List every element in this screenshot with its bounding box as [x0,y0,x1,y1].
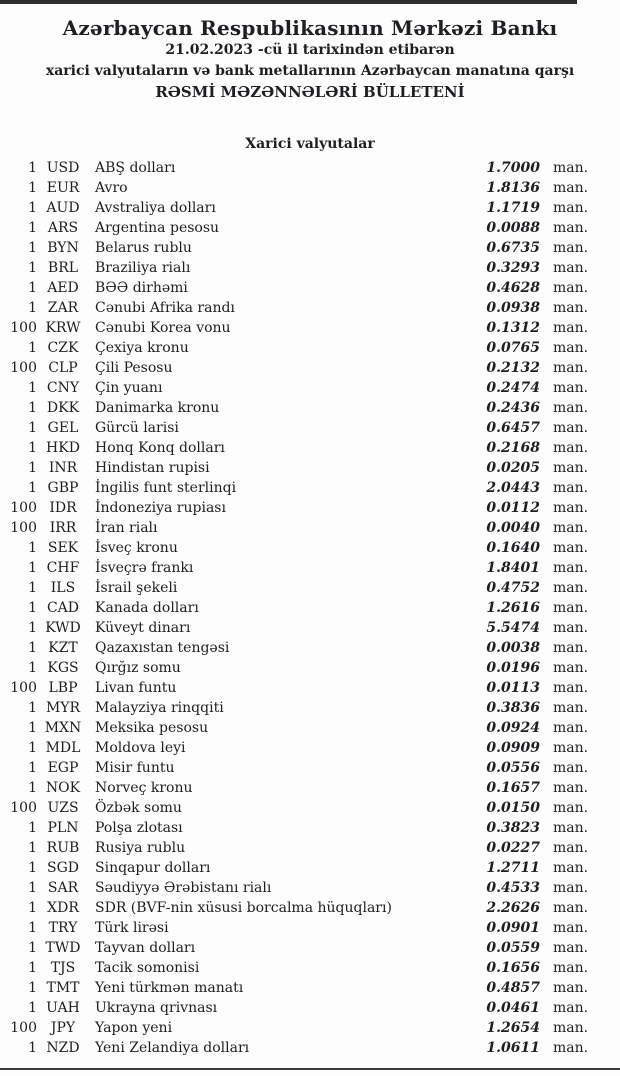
rate-row [0,758,620,778]
unit-label: man. [553,320,589,336]
currency-code: KGS [47,660,79,676]
rate-row [0,578,620,598]
currency-code: PLN [47,820,79,836]
quantity: 100 [10,520,37,536]
quantity: 100 [10,1020,37,1036]
rate-value: 0.4857 [486,980,540,996]
rate-row [0,178,620,198]
rate-value: 0.0765 [486,340,540,356]
currency-code: KZT [48,640,78,656]
currency-name: Hindistan rupisi [95,460,210,476]
unit-label: man. [553,260,589,276]
rate-row [0,1018,620,1038]
rate-row [0,818,620,838]
rate-value: 0.1640 [486,540,540,556]
unit-label: man. [553,700,589,716]
currency-code: RUB [46,840,80,856]
rate-value: 0.3836 [486,700,540,716]
rate-row [0,158,620,178]
unit-label: man. [553,300,589,316]
rate-row [0,418,620,438]
rate-value: 1.7000 [486,160,540,176]
unit-label: man. [553,440,589,456]
currency-code: CHF [46,560,80,576]
unit-label: man. [553,480,589,496]
quantity: 100 [10,360,37,376]
currency-name: Moldova leyi [95,740,186,756]
quantity: 1 [28,1040,37,1056]
currency-code: AED [47,280,79,296]
rate-value: 1.8136 [486,180,540,196]
quantity: 1 [28,720,37,736]
currency-name: Çexiya kronu [95,340,189,356]
quantity: 1 [28,900,37,916]
rate-row [0,438,620,458]
quantity: 1 [28,480,37,496]
currency-code: BYN [47,240,79,256]
currency-code: SEK [47,540,79,556]
unit-label: man. [553,900,589,916]
rate-value: 1.2711 [486,860,540,876]
quantity: 100 [10,680,37,696]
unit-label: man. [553,940,589,956]
rate-value: 0.1656 [486,960,540,976]
rate-row [0,978,620,998]
rate-row [0,858,620,878]
currency-name: Avro [95,180,128,196]
rate-row [0,538,620,558]
rate-row [0,838,620,858]
rate-value: 0.4752 [486,580,540,596]
currency-code: BRL [47,260,79,276]
currency-name: Cənubi Afrika randı [95,300,235,316]
section-title: Xarici valyutalar [245,136,375,152]
rate-row [0,378,620,398]
currency-name: Livan funtu [95,680,177,696]
currency-name: İsveç kronu [95,540,178,556]
unit-label: man. [553,520,589,536]
rate-row [0,258,620,278]
currency-code: CZK [47,340,79,356]
rate-row [0,558,620,578]
currency-code: AUD [46,200,80,216]
rate-value: 0.0909 [486,740,540,756]
page-top-edge [0,0,577,4]
currency-name: Avstraliya dolları [95,200,216,216]
subject-line: xarici valyutaların və bank metallarının Azərbaycan manatına qarşı [45,63,575,79]
currency-code: USD [46,160,80,176]
currency-code: IDR [49,500,77,516]
rate-value: 0.1657 [486,780,540,796]
quantity: 1 [28,420,37,436]
rate-value: 0.3823 [486,820,540,836]
quantity: 1 [28,160,37,176]
rate-value: 0.3293 [486,260,540,276]
currency-name: Argentina pesosu [95,220,220,236]
bulletin-header [0,0,620,103]
quantity: 1 [28,300,37,316]
unit-label: man. [553,340,589,356]
currency-code: ZAR [47,300,79,316]
unit-label: man. [553,220,589,236]
quantity: 1 [28,780,37,796]
rate-value: 0.0040 [486,520,540,536]
rate-row [0,738,620,758]
rate-row [0,778,620,798]
rate-value: 0.0088 [486,220,540,236]
quantity: 1 [28,600,37,616]
currency-name: Qazaxıstan tengəsi [95,640,230,656]
currency-name: İsrail şekeli [95,580,178,596]
quantity: 1 [28,760,37,776]
quantity: 1 [28,400,37,416]
quantity: 1 [28,200,37,216]
rate-row [0,198,620,218]
currency-name: Yeni türkmən manatı [95,980,244,996]
currency-name: SDR (BVF-nin xüsusi borcalma hüquqları) [95,900,392,916]
unit-label: man. [553,780,589,796]
rate-row [0,618,620,638]
rate-row [0,718,620,738]
rate-value: 2.0443 [486,480,540,496]
currency-code: NZD [46,1040,80,1056]
quantity: 1 [28,640,37,656]
currency-name: ABŞ dolları [95,160,176,176]
currency-name: Türk lirəsi [95,920,169,936]
rate-value: 0.2474 [486,380,540,396]
currency-name: İngilis funt sterlinqi [95,480,237,496]
unit-label: man. [553,500,589,516]
unit-label: man. [553,620,589,636]
currency-name: Çin yuanı [95,380,163,396]
rate-row [0,678,620,698]
rate-value: 0.2132 [486,360,540,376]
rate-value: 0.0196 [486,660,540,676]
rate-row [0,478,620,498]
currency-code: SAR [47,880,79,896]
page-bottom-rule [0,1068,620,1070]
unit-label: man. [553,280,589,296]
currency-code: MXN [44,720,82,736]
currency-code: TRY [48,920,78,936]
rate-value: 0.2168 [486,440,540,456]
currency-code: MDL [45,740,81,756]
unit-label: man. [553,1020,589,1036]
currency-name: Tacik somonisi [95,960,200,976]
rate-value: 0.6457 [486,420,540,436]
rate-value: 0.0901 [486,920,540,936]
rate-value: 0.0112 [486,500,540,516]
rate-value: 0.4533 [486,880,540,896]
currency-name: Belarus rublu [95,240,192,256]
currency-code: KRW [45,320,81,336]
quantity: 1 [28,460,37,476]
currency-code: EGP [47,760,79,776]
currency-name: Cənubi Korea vonu [95,320,231,336]
quantity: 1 [28,840,37,856]
bulletin-title: RƏSMİ MƏZƏNNƏLƏRİ BÜLLETENİ [155,83,465,101]
unit-label: man. [553,980,589,996]
currency-name: Gürcü larisi [95,420,179,436]
currency-name: Misir funtu [95,760,175,776]
unit-label: man. [553,460,589,476]
quantity: 100 [10,320,37,336]
rate-value: 1.8401 [486,560,540,576]
currency-code: CNY [46,380,80,396]
currency-code: TJS [50,960,76,976]
rate-value: 0.1312 [486,320,540,336]
rate-row [0,998,620,1018]
quantity: 100 [10,500,37,516]
unit-label: man. [553,240,589,256]
rate-row [0,938,620,958]
currency-name: Rusiya rublu [95,840,186,856]
unit-label: man. [553,880,589,896]
unit-label: man. [553,580,589,596]
quantity: 1 [28,620,37,636]
rate-row [0,658,620,678]
rate-row [0,898,620,918]
currency-name: Yapon yeni [95,1020,173,1036]
rate-row [0,878,620,898]
unit-label: man. [553,720,589,736]
unit-label: man. [553,160,589,176]
currency-code: INR [48,460,78,476]
currency-name: Honq Konq dolları [95,440,225,456]
currency-name: Özbək somu [95,800,182,816]
rate-value: 1.1719 [486,200,540,216]
unit-label: man. [553,540,589,556]
rate-row [0,598,620,618]
unit-label: man. [553,360,589,376]
rate-value: 1.2654 [486,1020,540,1036]
currency-code: NOK [45,780,81,796]
bank-name: Azərbaycan Respublikasının Mərkəzi Bankı [62,16,558,40]
effective-date-line: 21.02.2023 -cü il tarixindən etibarən [165,42,455,58]
currency-name: Küveyt dinarı [95,620,191,636]
currency-name: BƏƏ dirhəmi [95,280,188,296]
quantity: 1 [28,340,37,356]
currency-name: Braziliya rialı [95,260,191,276]
rate-row [0,498,620,518]
rate-value: 0.0205 [486,460,540,476]
unit-label: man. [553,840,589,856]
unit-label: man. [553,200,589,216]
rate-value: 0.2436 [486,400,540,416]
unit-label: man. [553,1000,589,1016]
quantity: 1 [28,380,37,396]
currency-name: Yeni Zelandiya dolları [95,1040,250,1056]
unit-label: man. [553,680,589,696]
quantity: 1 [28,660,37,676]
rate-value: 0.4628 [486,280,540,296]
currency-code: TMT [46,980,80,996]
rates-table [0,158,620,1058]
currency-name: Norveç kronu [95,780,193,796]
currency-name: İran rialı [95,520,158,536]
currency-code: LBP [48,680,78,696]
currency-code: GBP [47,480,79,496]
currency-code: CLP [48,360,78,376]
currency-code: DKK [46,400,80,416]
rate-value: 0.0227 [486,840,540,856]
currency-name: Meksika pesosu [95,720,209,736]
unit-label: man. [553,600,589,616]
unit-label: man. [553,760,589,776]
currency-code: ILS [50,580,76,596]
rate-row [0,278,620,298]
unit-label: man. [553,640,589,656]
rate-row [0,238,620,258]
unit-label: man. [553,800,589,816]
unit-label: man. [553,960,589,976]
rate-row [0,638,620,658]
currency-code: ARS [47,220,79,236]
currency-name: Səudiyyə Ərəbistanı rialı [95,880,272,896]
quantity: 1 [28,1000,37,1016]
rate-value: 0.6735 [486,240,540,256]
quantity: 100 [10,800,37,816]
rate-row [0,298,620,318]
unit-label: man. [553,180,589,196]
currency-code: SGD [47,860,79,876]
unit-label: man. [553,920,589,936]
quantity: 1 [28,820,37,836]
currency-name: Qırğız somu [95,660,181,676]
quantity: 1 [28,880,37,896]
currency-code: EUR [46,180,80,196]
currency-name: Sinqapur dolları [95,860,211,876]
currency-code: TWD [45,940,81,956]
currency-name: Danimarka kronu [95,400,220,416]
quantity: 1 [28,960,37,976]
rate-value: 0.0038 [486,640,540,656]
quantity: 1 [28,920,37,936]
quantity: 1 [28,260,37,276]
rate-row [0,698,620,718]
currency-code: XDR [47,900,79,916]
currency-name: Polşa zlotası [95,820,183,836]
currency-code: UZS [47,800,79,816]
currency-name: Tayvan dolları [95,940,196,956]
quantity: 1 [28,540,37,556]
quantity: 1 [28,860,37,876]
currency-code: IRR [49,520,77,536]
unit-label: man. [553,420,589,436]
currency-name: Kanada dolları [95,600,199,616]
rate-row [0,338,620,358]
rate-row [0,798,620,818]
unit-label: man. [553,380,589,396]
unit-label: man. [553,820,589,836]
rate-value: 0.0461 [486,1000,540,1016]
rate-value: 0.0556 [486,760,540,776]
quantity: 1 [28,180,37,196]
currency-name: İndoneziya rupiası [95,500,226,516]
currency-code: JPY [50,1020,76,1036]
currency-code: MYR [45,700,81,716]
rate-row [0,918,620,938]
quantity: 1 [28,580,37,596]
currency-code: HKD [46,440,80,456]
unit-label: man. [553,560,589,576]
rate-row [0,1038,620,1058]
quantity: 1 [28,440,37,456]
rate-row [0,518,620,538]
rate-value: 0.0559 [486,940,540,956]
currency-name: Ukrayna qrivnası [95,1000,218,1016]
currency-code: KWD [45,620,81,636]
quantity: 1 [28,980,37,996]
rate-row [0,318,620,338]
currency-name: İsveçrə frankı [95,560,194,576]
rate-value: 0.0113 [486,680,540,696]
unit-label: man. [553,1040,589,1056]
rate-value: 1.0611 [486,1040,540,1056]
quantity: 1 [28,240,37,256]
quantity: 1 [28,700,37,716]
unit-label: man. [553,860,589,876]
rate-row [0,218,620,238]
rate-value: 5.5474 [486,620,540,636]
unit-label: man. [553,660,589,676]
rate-value: 2.2626 [486,900,540,916]
currency-code: UAH [46,1000,80,1016]
currency-name: Çili Pesosu [95,360,173,376]
rate-row [0,958,620,978]
quantity: 1 [28,940,37,956]
currency-code: GEL [47,420,79,436]
rate-row [0,358,620,378]
quantity: 1 [28,280,37,296]
quantity: 1 [28,740,37,756]
quantity: 1 [28,560,37,576]
rate-row [0,458,620,478]
rate-value: 0.0938 [486,300,540,316]
rate-value: 0.0150 [486,800,540,816]
unit-label: man. [553,400,589,416]
currency-name: Malayziya rinqqiti [95,700,224,716]
rate-value: 0.0924 [486,720,540,736]
unit-label: man. [553,740,589,756]
rate-row [0,398,620,418]
currency-code: CAD [46,600,80,616]
quantity: 1 [28,220,37,236]
rate-value: 1.2616 [486,600,540,616]
